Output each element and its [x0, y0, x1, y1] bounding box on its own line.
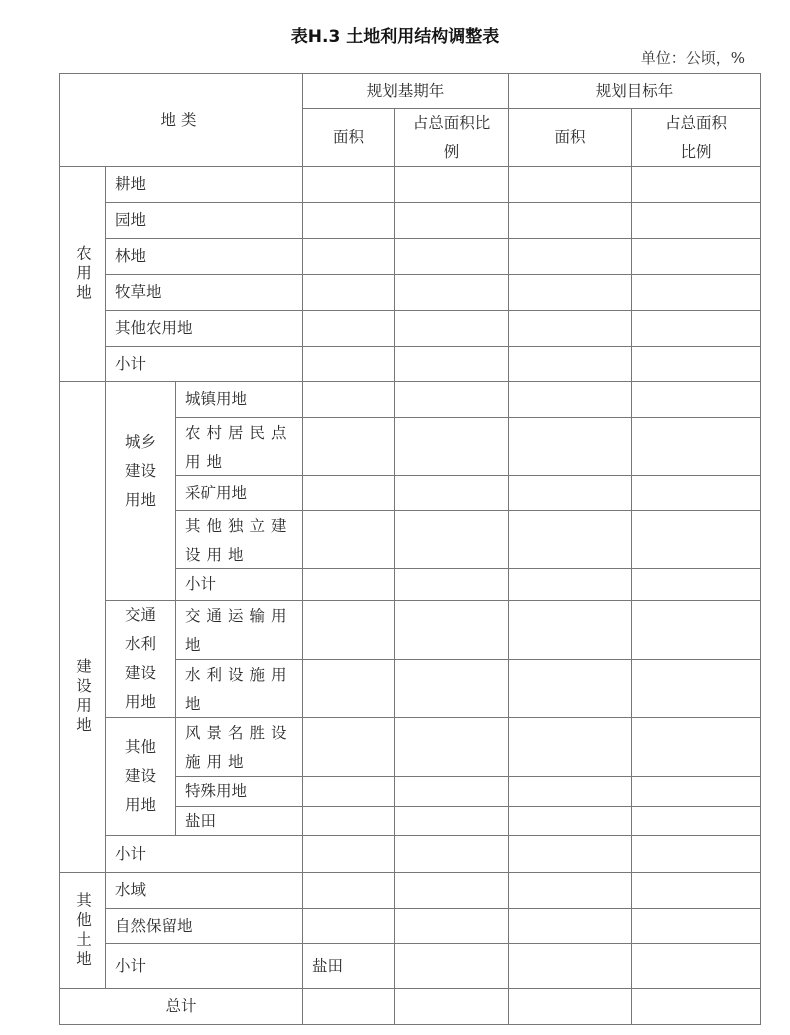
data-cell [508, 659, 632, 718]
data-cell [508, 568, 632, 601]
data-cell [302, 238, 395, 275]
row-label-salt-field: 盐田 [175, 806, 303, 836]
group-agricultural: 农用地 [59, 166, 106, 382]
data-cell [508, 475, 632, 511]
header-target-area: 面积 [508, 108, 632, 167]
row-label-scenic: 风景名胜设施用地 [175, 717, 303, 777]
header-base-ratio: 占总面积比例 [394, 108, 509, 167]
row-label-urban-rural-subtotal: 小计 [175, 568, 303, 601]
data-cell [631, 717, 761, 777]
data-cell [394, 475, 509, 511]
row-label-transport: 交通运输用地 [175, 600, 303, 660]
data-cell [631, 166, 761, 203]
row-label-forest: 林地 [105, 238, 303, 275]
data-cell [631, 238, 761, 275]
subgroup-transport-water: 交通水利建设用地 [105, 600, 176, 718]
data-cell [302, 872, 395, 909]
data-cell [631, 417, 761, 476]
data-cell [394, 717, 509, 777]
data-cell [631, 274, 761, 311]
header-base-area: 面积 [302, 108, 395, 167]
row-label-water-facility: 水利设施用地 [175, 659, 303, 718]
data-cell [394, 835, 509, 873]
row-label-other-subtotal: 小计 [105, 943, 303, 989]
data-cell [508, 510, 632, 569]
row-label-special: 特殊用地 [175, 776, 303, 807]
data-cell [394, 510, 509, 569]
row-label-mining: 采矿用地 [175, 475, 303, 511]
data-cell [631, 346, 761, 382]
data-cell [302, 835, 395, 873]
data-cell [631, 202, 761, 239]
row-label-urban: 城镇用地 [175, 381, 303, 418]
data-cell [302, 568, 395, 601]
data-cell [508, 202, 632, 239]
data-cell [508, 381, 632, 418]
data-cell [302, 988, 395, 1025]
data-cell [631, 872, 761, 909]
data-cell [508, 835, 632, 873]
header-land-type: 地类 [59, 73, 303, 167]
data-cell [394, 659, 509, 718]
header-target-year: 规划目标年 [508, 73, 761, 109]
data-cell [631, 835, 761, 873]
row-label-rural-settlement: 农村居民点用地 [175, 417, 303, 476]
data-cell [508, 776, 632, 807]
data-cell [302, 202, 395, 239]
data-cell [508, 943, 632, 989]
unit-label: 单位：公顷，% [640, 49, 745, 67]
data-cell [394, 600, 509, 660]
data-cell [302, 166, 395, 203]
row-label-nature-reserve: 自然保留地 [105, 908, 303, 944]
data-cell [508, 417, 632, 476]
group-other-land: 其他土地 [59, 872, 106, 989]
data-cell [394, 806, 509, 836]
data-cell [302, 908, 395, 944]
row-label-water-area: 水域 [105, 872, 303, 909]
data-cell: 盐田 [302, 943, 395, 989]
page-title: 表H.3 土地利用结构调整表 [290, 27, 500, 47]
data-cell [302, 776, 395, 807]
row-label-other-agri: 其他农用地 [105, 310, 303, 347]
data-cell [394, 943, 509, 989]
data-cell [302, 310, 395, 347]
data-cell [302, 659, 395, 718]
data-cell [394, 776, 509, 807]
row-label-garden: 园地 [105, 202, 303, 239]
data-cell [394, 568, 509, 601]
row-label-total: 总计 [59, 988, 303, 1025]
data-cell [631, 381, 761, 418]
row-label-cultivated: 耕地 [105, 166, 303, 203]
data-cell [394, 274, 509, 311]
row-label-agri-subtotal: 小计 [105, 346, 303, 382]
row-label-pasture: 牧草地 [105, 274, 303, 311]
data-cell [394, 988, 509, 1025]
data-cell [302, 806, 395, 836]
data-cell [394, 872, 509, 909]
data-cell [302, 510, 395, 569]
data-cell [631, 310, 761, 347]
data-cell [508, 988, 632, 1025]
data-cell [508, 600, 632, 660]
data-cell [394, 346, 509, 382]
data-cell [631, 568, 761, 601]
row-label-construction-subtotal: 小计 [105, 835, 303, 873]
subgroup-urban-rural: 城乡建设用地 [105, 381, 176, 601]
data-cell [631, 988, 761, 1025]
data-cell [394, 908, 509, 944]
data-cell [631, 510, 761, 569]
data-cell [394, 202, 509, 239]
data-cell [302, 475, 395, 511]
data-cell [394, 166, 509, 203]
data-cell [394, 238, 509, 275]
data-cell [508, 274, 632, 311]
data-cell [631, 908, 761, 944]
data-cell [508, 166, 632, 203]
data-cell [302, 600, 395, 660]
data-cell [631, 475, 761, 511]
data-cell [508, 717, 632, 777]
data-cell [508, 238, 632, 275]
data-cell [302, 346, 395, 382]
data-cell [508, 908, 632, 944]
data-cell [394, 310, 509, 347]
data-cell [508, 872, 632, 909]
data-cell [631, 659, 761, 718]
group-construction: 建设用地 [59, 381, 106, 873]
data-cell [508, 346, 632, 382]
subgroup-other-construction: 其他建设用地 [105, 717, 176, 836]
data-cell [631, 776, 761, 807]
header-target-ratio: 占总面积比例 [631, 108, 761, 167]
data-cell [508, 310, 632, 347]
data-cell [302, 717, 395, 777]
data-cell [302, 381, 395, 418]
data-cell [631, 806, 761, 836]
data-cell [394, 381, 509, 418]
data-cell [302, 417, 395, 476]
data-cell [631, 943, 761, 989]
header-base-year: 规划基期年 [302, 73, 509, 109]
data-cell [394, 417, 509, 476]
row-label-independent-construction: 其他独立建设用地 [175, 510, 303, 569]
data-cell [508, 806, 632, 836]
data-cell [631, 600, 761, 660]
data-cell [302, 274, 395, 311]
